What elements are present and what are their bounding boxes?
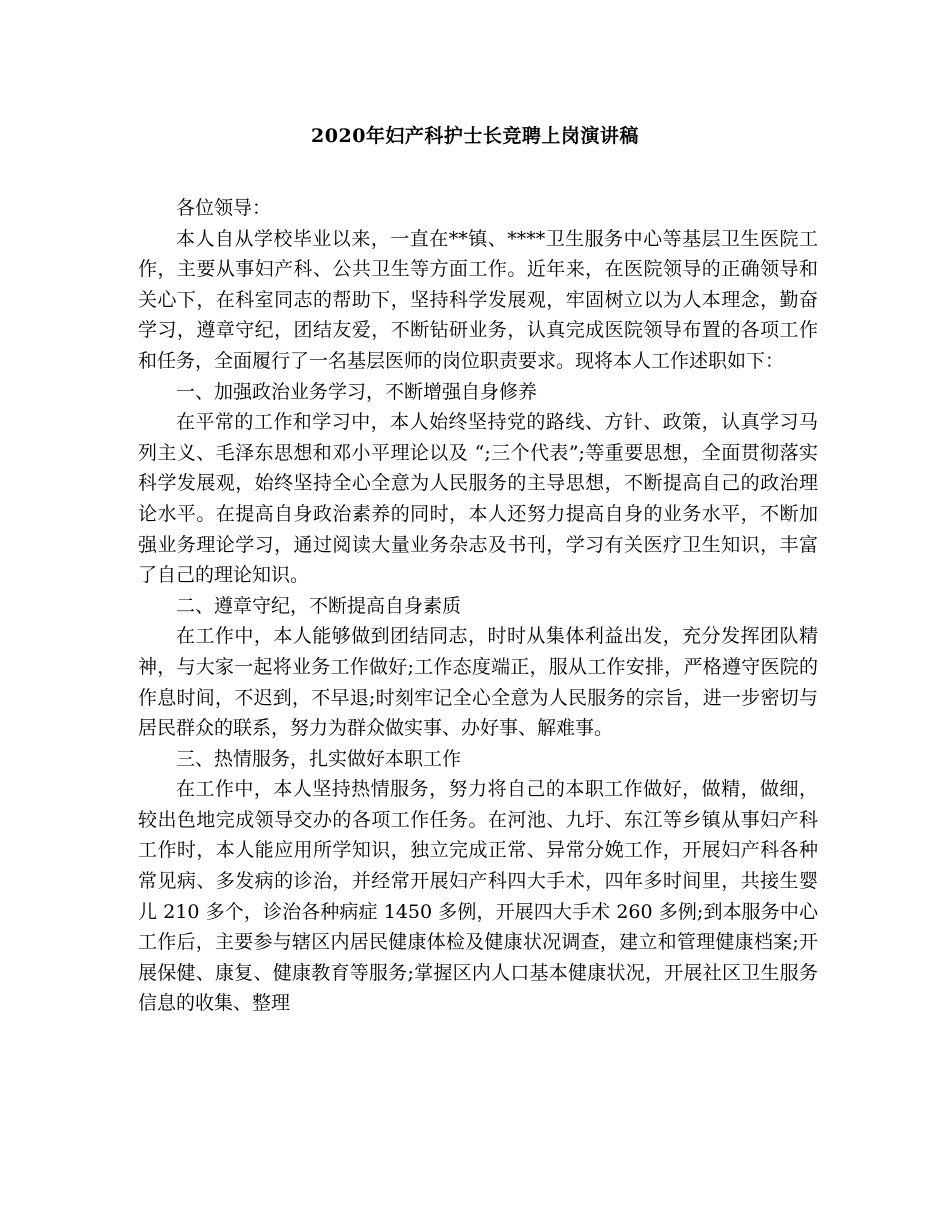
section-3-paragraph: 在工作中，本人坚持热情服务，努力将自己的本职工作做好，做精，做细，较出色地完成领导交办的各项工作任务。在河池、九圩、东江等乡镇从事妇产科工作时，本人能应用所学知识，独立完成正常、异常分娩工作，开展妇产科各种常见病、多发病的诊治，并经常开展妇产科四大手术，四年多时间里，共接生婴儿 210 多个，诊治各种病症 1450 多例，开展四大手术 260 多例;到本服务中心工作后，主要参与辖区内居民健康体检及健康状况调查，建立和管理健康档案;开展保健、康复、健康教育等服务;掌握区内人口基本健康状况，开展社区卫生服务信息的收集、整理 [138, 778, 818, 1015]
section-2-heading: 二、遵章守纪，不断提高自身素质 [176, 594, 462, 617]
intro-paragraph: 本人自从学校毕业以来，一直在**镇、****卫生服务中心等基层卫生医院工作，主要从事妇产科、公共卫生等方面工作。近年来，在医院领导的正确领导和关心下，在科室同志的帮助下，坚持科学发展观，牢固树立以为人本理念，勤奋学习，遵章守纪，团结友爱，不断钻研业务，认真完成医院领导布置的各项工作和任务，全面履行了一名基层医师的岗位职责要求。现将本人工作述职如下： [138, 227, 818, 372]
section-3-heading: 三、热情服务，扎实做好本职工作 [176, 747, 462, 770]
section-1-heading: 一、加强政治业务学习，不断增强自身修养 [176, 380, 538, 403]
document-body [138, 193, 818, 1019]
salutation: 各位领导： [176, 197, 272, 219]
section-1-paragraph: 在平常的工作和学习中，本人始终坚持党的路线、方针、政策，认真学习马列主义、毛泽东思想和邓小平理论以及 “;三个代表”;等重要思想，全面贯彻落实科学发展观，始终坚持全心全意为人民服务的主导思想，不断提高自己的政治理论水平。在提高自身政治素养的同时，本人还努力提高自身的业务水平，不断加强业务理论学习，通过阅读大量业务杂志及书刊，学习有关医疗卫生知识，丰富了自己的理论知识。 [138, 411, 818, 587]
document-title: 2020年妇产科护士长竞聘上岗演讲稿 [311, 125, 639, 147]
section-2-paragraph: 在工作中，本人能够做到团结同志，时时从集体利益出发，充分发挥团队精神，与大家一起将业务工作做好;工作态度端正，服从工作安排，严格遵守医院的作息时间，不迟到，不早退;时刻牢记全心全意为人民服务的宗旨，进一步密切与居民群众的联系，努力为群众做实事、办好事、解难事。 [138, 625, 818, 740]
